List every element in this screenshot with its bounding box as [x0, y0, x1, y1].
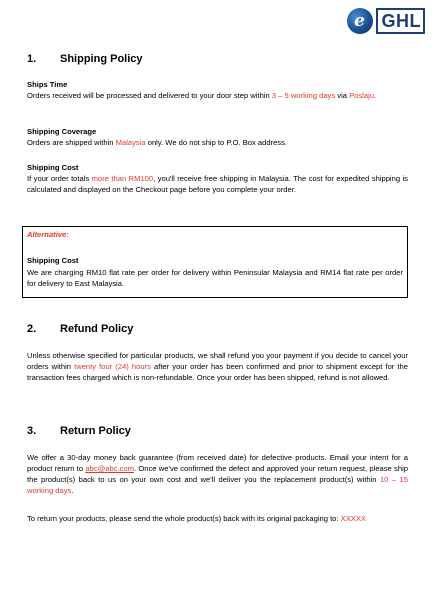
- alternative-cost-heading: Shipping Cost: [27, 256, 79, 265]
- section-heading-shipping: [27, 53, 143, 65]
- section-number: 1.: [27, 53, 37, 65]
- alternative-label: Alternative:: [27, 230, 69, 239]
- section-number: 2.: [27, 323, 37, 335]
- ghl-logo-icon: [347, 8, 373, 34]
- shipping-coverage-heading: Shipping Coverage: [27, 127, 97, 136]
- section-title: Shipping Policy: [60, 53, 143, 65]
- alternative-cost-text: We are charging RM10 flat rate per order for delivery within Peninsular Malaysia and RM14 flat rate per order for delivery to East Malaysia.: [27, 268, 403, 288]
- section-title: Return Policy: [60, 425, 131, 437]
- ghl-logo: [347, 8, 426, 34]
- section-number: 3.: [27, 425, 37, 437]
- refund-policy-text: Unless otherwise specified for particular products, we shall refund you your payment if you decide to cancel your orders within twenty four (24) hours after your order has been confirmed and prior to shipment except for the transaction fees charged which is non-refundable. Once your order has been shipped, refund is not allowed.: [27, 351, 408, 382]
- shipping-cost-text: If your order totals more than RM100, you'll receive free shipping in Malaysia. The cost for expedited shipping is calculated and displayed on the Checkout page before you complete your order.: [27, 174, 408, 194]
- return-policy-text: We offer a 30-day money back guarantee (from received date) for defective products. Email your intent for a product return to abc@abc.com. Once we've confirmed the defect and approved your return request, please ship the product(s) back to us on your own cost and we'll deliver you the replacement product(s) within 10 – 15 working days.: [27, 453, 408, 495]
- section-heading-refund: [27, 323, 133, 335]
- free-shipping-threshold: more than RM100: [91, 174, 154, 183]
- replacement-window: 10 – 15 working days: [27, 475, 408, 495]
- section-heading-return: [27, 425, 131, 437]
- refund-window: twenty four (24) hours: [74, 362, 151, 371]
- logo-wordmark-box: [376, 8, 426, 34]
- ships-time-duration: 3 – 5 working days: [271, 91, 336, 100]
- return-instructions-text: To return your products, please send the whole product(s) back with its original packaging to: XXXXX: [27, 514, 366, 523]
- ships-time-heading: Ships Time: [27, 80, 68, 89]
- logo-mark: e: [354, 11, 365, 31]
- return-email-link[interactable]: abc@abc.com: [85, 464, 134, 473]
- ships-time-text: Orders received will be processed and delivered to your door step within 3 – 5 working days via Poslaju.: [27, 91, 377, 100]
- return-address: XXXXX: [340, 514, 366, 523]
- logo-wordmark: GHL: [381, 11, 421, 31]
- section-title: Refund Policy: [60, 323, 134, 335]
- shipping-coverage-text: Orders are shipped within Malaysia only. We do not ship to P.O. Box address.: [27, 138, 288, 147]
- shipping-cost-heading: Shipping Cost: [27, 163, 79, 172]
- courier-name: Poslaju: [349, 91, 374, 100]
- alternative-shipping-box: [22, 226, 408, 298]
- coverage-country: Malaysia: [115, 138, 146, 147]
